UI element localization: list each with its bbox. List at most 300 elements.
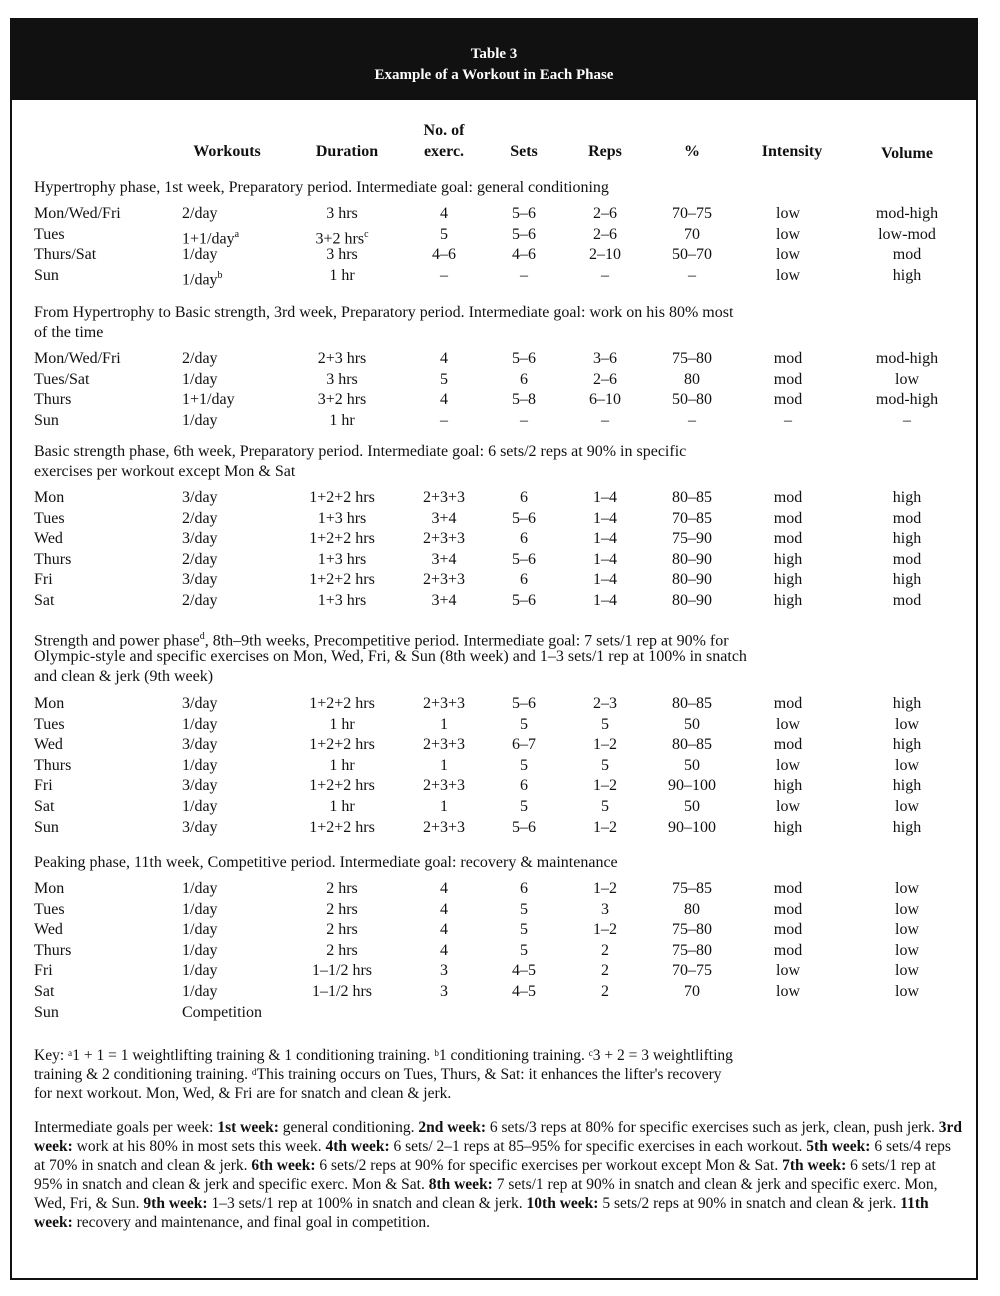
cell-volume: high [892, 736, 922, 754]
header-volume: Volume [881, 145, 933, 162]
footnote-marker: a [234, 228, 240, 240]
cell-sets: 5–6 [512, 592, 536, 609]
cell-intensity: mod [773, 941, 803, 959]
cell-workouts: 2/day [182, 550, 218, 568]
goal-week-text: 5 sets/2 reps at 90% in snatch and clean & jerk. [598, 1195, 901, 1212]
key-line: training & 2 conditioning training. ᵈThis training occurs on Tues, Thurs, & Sat: it enhances the lifter's recovery [34, 1066, 722, 1083]
cell-duration: 1+2+2 hrs [309, 571, 375, 589]
cell-workouts: 3/day [182, 695, 218, 712]
table-row [12, 734, 976, 755]
cell-day: Tues [34, 715, 65, 733]
goal-week-text: 6 sets/3 reps at 80% for specific exercises such as jerk, clean, push jerk. [485, 1119, 939, 1136]
cell-duration: 1+3 hrs [317, 550, 367, 568]
table-row [12, 817, 976, 838]
cell-duration: 3 hrs [326, 246, 358, 264]
cell-volume: mod [892, 592, 922, 609]
cell-sets: 4–5 [512, 983, 536, 1000]
cell-workouts: 2/day [182, 350, 218, 367]
cell-percent: 80–90 [672, 571, 712, 589]
cell-day: Mon [34, 489, 65, 506]
goal-week-label: 11th week: [34, 1195, 929, 1231]
goals-intro: Intermediate goals per week: [34, 1119, 218, 1136]
cell-day: Thurs [34, 941, 72, 959]
cell-volume: high [892, 777, 922, 795]
header-sets: Sets [510, 143, 538, 160]
cell-workouts: 1/day [182, 880, 218, 897]
cell-exercises: 2+3+3 [422, 571, 466, 589]
section-title: and clean & jerk (9th week) [34, 668, 214, 685]
table-row [12, 878, 976, 899]
section-title: exercises per workout except Mon & Sat [34, 463, 296, 480]
cell-exercises: 2+3+3 [422, 736, 466, 754]
cell-volume: low-mod [878, 225, 936, 243]
cell-exercises: 4 [440, 350, 448, 367]
goal-week-label: 5th week: [806, 1138, 871, 1155]
cell-percent: 90–100 [668, 818, 716, 836]
cell-intensity: low [776, 715, 800, 733]
cell-reps: 1–2 [593, 818, 617, 836]
cell-reps: 2 [601, 962, 609, 980]
cell-sets: 5–6 [512, 550, 536, 568]
cell-sets: 6 [520, 880, 528, 897]
cell-percent: 50–70 [672, 246, 712, 264]
cell-percent: 70–85 [672, 509, 712, 527]
cell-percent: 75–80 [672, 350, 712, 367]
cell-exercises: 3 [440, 983, 448, 1000]
section-title: Peaking phase, 11th week, Competitive period. Intermediate goal: recovery & maintenance [34, 854, 618, 871]
cell-reps: – [601, 411, 609, 429]
cell-workouts: 1/day [182, 921, 218, 939]
table-row [12, 265, 976, 289]
cell-workouts: Competition [182, 1003, 262, 1021]
cell-intensity: high [773, 571, 803, 589]
cell-exercises: 4 [440, 900, 448, 918]
cell-exercises: 3+4 [431, 592, 457, 609]
section-title: Olympic-style and specific exercises on Mon, Wed, Fri, & Sun (8th week) and 1–3 sets/1 rep at 100% in snatch [34, 648, 747, 665]
cell-reps: 5 [601, 756, 609, 774]
cell-sets: 5 [520, 900, 528, 918]
cell-workouts: 1/day [182, 962, 218, 980]
header-exerc: exerc. [423, 143, 465, 160]
cell-workouts: 2/day [182, 592, 218, 609]
cell-duration: 3 hrs [326, 370, 358, 388]
cell-reps: 2 [601, 941, 609, 959]
cell-reps: – [601, 266, 609, 284]
cell-volume: low [895, 941, 919, 959]
cell-day: Sat [34, 592, 55, 609]
goal-week-label: 4th week: [325, 1138, 390, 1155]
header-workouts: Workouts [193, 143, 261, 160]
cell-sets: 6 [520, 530, 528, 548]
cell-exercises: 1 [440, 715, 448, 733]
cell-duration: 3 hrs [326, 205, 358, 222]
cell-volume: mod-high [875, 391, 939, 409]
table-row [12, 224, 976, 245]
cell-duration: 1 hr [329, 798, 355, 815]
cell-day: Sun [34, 818, 59, 836]
cell-workouts: 3/day [182, 736, 218, 754]
cell-percent: 80–90 [672, 592, 712, 609]
goal-week-text: 6 sets/4 reps at 70% in snatch and clean & jerk. [34, 1138, 951, 1174]
cell-intensity: mod [773, 350, 803, 367]
cell-volume: mod [892, 550, 922, 568]
section-title: Basic strength phase, 6th week, Preparatory period. Intermediate goal: 6 sets/2 reps at 90% in specific [34, 443, 687, 460]
cell-sets: 5 [520, 756, 528, 774]
cell-workouts: 1/day [182, 798, 218, 815]
cell-percent: 90–100 [668, 777, 716, 795]
cell-duration: 1 hr [329, 411, 355, 429]
cell-day: Fri [34, 571, 53, 589]
cell-exercises: 1 [440, 756, 448, 774]
cell-sets: 5 [520, 715, 528, 733]
cell-reps: 1–4 [593, 550, 617, 568]
cell-duration: 2 hrs [326, 921, 358, 939]
cell-percent: 50 [684, 715, 700, 733]
cell-reps: 2–6 [593, 370, 617, 388]
cell-day: Thurs [34, 550, 72, 568]
cell-day: Fri [34, 777, 53, 795]
cell-reps: 1–4 [593, 509, 617, 527]
table-row [12, 369, 976, 390]
section-title: Hypertrophy phase, 1st week, Preparatory period. Intermediate goal: general conditioning [34, 179, 609, 196]
cell-exercises: 2+3+3 [422, 695, 466, 712]
cell-duration: 1+2+2 hrs [309, 777, 375, 795]
cell-volume: low [895, 880, 919, 897]
cell-day: Tues [34, 509, 65, 527]
table-row [12, 549, 976, 570]
table-row [12, 244, 976, 265]
goal-week-text: general conditioning. [278, 1119, 419, 1136]
table-row [12, 796, 976, 817]
cell-duration: 1+2+2 hrs [309, 736, 375, 754]
cell-volume: high [892, 266, 922, 284]
cell-exercises: – [440, 411, 448, 429]
cell-workouts: 1/day [182, 370, 218, 388]
header-intensity: Intensity [761, 143, 823, 160]
cell-reps: 1–2 [593, 736, 617, 754]
cell-workouts: 3/day [182, 777, 218, 795]
cell-day: Sun [34, 411, 59, 429]
table-row [12, 1002, 976, 1023]
cell-sets: – [520, 266, 528, 284]
table-row [12, 590, 976, 611]
cell-workouts: 2/day [182, 509, 218, 527]
footnote-marker: b [217, 269, 223, 281]
cell-workouts: 1/day [182, 715, 218, 733]
cell-duration: 1 hr [329, 756, 355, 774]
cell-duration: 1–1/2 hrs [312, 962, 372, 980]
cell-workouts: 1/day [182, 983, 218, 1000]
cell-reps: 2–6 [593, 225, 617, 243]
cell-sets: 4–6 [512, 246, 536, 264]
key-line: for next workout. Mon, Wed, & Fri are for snatch and clean & jerk. [34, 1085, 452, 1102]
cell-intensity: low [776, 205, 800, 222]
cell-volume: low [895, 756, 919, 774]
cell-exercises: 5 [440, 225, 448, 243]
goal-week-text: 6 sets/ 2–1 reps at 85–95% for specific exercises in each workout. [389, 1138, 807, 1155]
table-row [12, 981, 976, 1002]
cell-percent: 70 [684, 225, 700, 243]
table-row [12, 508, 976, 529]
cell-volume: low [895, 900, 919, 918]
cell-sets: 6–7 [512, 736, 536, 754]
cell-percent: 80 [684, 900, 700, 918]
goal-week-text: 7 sets/1 rep at 90% in snatch and clean & jerk and specific exerc. Mon, Wed, Fri, & Sun. [34, 1176, 938, 1212]
cell-day: Tues [34, 225, 65, 243]
cell-intensity: low [776, 756, 800, 774]
cell-day: Thurs [34, 756, 72, 774]
cell-volume: mod [892, 509, 922, 527]
table-number: Table 3 [470, 46, 518, 62]
cell-workouts: 3/day [182, 818, 218, 836]
table-row [12, 755, 976, 776]
cell-sets: 5 [520, 921, 528, 939]
table-row [12, 940, 976, 961]
cell-reps: 5 [601, 715, 609, 733]
cell-workouts: 1/day$^b$ [182, 269, 223, 289]
table-row [12, 569, 976, 590]
cell-day: Mon/Wed/Fri [34, 205, 121, 222]
cell-workouts: 2/day [182, 205, 218, 222]
cell-volume: high [892, 695, 922, 712]
cell-workouts: 1/day [182, 756, 218, 774]
goal-week-label: 2nd week: [418, 1119, 486, 1136]
table-row [12, 775, 976, 796]
cell-day: Thurs [34, 391, 72, 409]
goal-week-text: 1–3 sets/1 rep at 100% in snatch and clean & jerk. [207, 1195, 527, 1212]
goal-week-label: 7th week: [782, 1157, 847, 1174]
cell-workouts: 1/day [182, 941, 218, 959]
cell-exercises: 4 [440, 205, 448, 222]
cell-percent: 50 [684, 798, 700, 815]
goal-week-label: 9th week: [143, 1195, 208, 1212]
cell-exercises: 3+4 [431, 550, 457, 568]
cell-volume: high [892, 571, 922, 589]
cell-exercises: 1 [440, 798, 448, 815]
cell-percent: 70 [684, 983, 700, 1000]
cell-workouts: 3/day [182, 489, 218, 506]
cell-sets: 6 [520, 489, 528, 506]
cell-day: Mon/Wed/Fri [34, 350, 121, 367]
cell-percent: 80–85 [672, 695, 712, 712]
cell-intensity: low [776, 246, 800, 264]
cell-day: Wed [34, 736, 63, 754]
cell-duration: 1+2+2 hrs [309, 695, 375, 712]
cell-exercises: 4–6 [432, 246, 456, 264]
cell-day: Wed [34, 530, 63, 548]
cell-intensity: low [776, 983, 800, 1000]
cell-volume: low [895, 715, 919, 733]
cell-intensity: low [776, 266, 800, 284]
cell-percent: 75–85 [672, 880, 712, 897]
cell-sets: 6 [520, 571, 528, 589]
cell-volume: high [892, 818, 922, 836]
table-row [12, 919, 976, 940]
footnote-marker: c [364, 228, 369, 240]
cell-duration: 1+3 hrs [317, 592, 367, 609]
goal-week-label: 6th week: [251, 1157, 316, 1174]
goal-week-label: 1st week: [217, 1119, 279, 1136]
cell-sets: 5–6 [512, 205, 536, 222]
cell-reps: 1–4 [593, 592, 617, 609]
footnote-marker: d [199, 631, 205, 642]
cell-intensity: mod [773, 509, 803, 527]
cell-workouts: 1+1/day [182, 391, 235, 409]
cell-day: Tues/Sat [34, 370, 90, 388]
goal-week-label: 3rd week: [34, 1119, 963, 1155]
cell-duration: 1+2+2 hrs [309, 818, 375, 836]
goal-week-label: 10th week: [526, 1195, 599, 1212]
table-row [12, 410, 976, 431]
cell-duration: 2+3 hrs [317, 350, 367, 367]
cell-workouts: 3/day [182, 571, 218, 589]
cell-duration: 3+2 hrs [317, 391, 367, 409]
cell-workouts: 1/day [182, 411, 218, 429]
table-row [12, 389, 976, 410]
cell-intensity: mod [773, 489, 803, 506]
header-reps: Reps [588, 143, 622, 160]
intermediate-goals-note [34, 1118, 964, 1232]
cell-volume: low [895, 921, 919, 939]
cell-reps: 1–2 [593, 880, 617, 897]
cell-percent: 80–90 [672, 550, 712, 568]
cell-intensity: mod [773, 370, 803, 388]
cell-sets: 5–6 [512, 695, 536, 712]
table-row [12, 487, 976, 508]
cell-intensity: mod [773, 880, 803, 897]
cell-exercises: 3 [440, 962, 448, 980]
section-title: From Hypertrophy to Basic strength, 3rd week, Preparatory period. Intermediate goal: work on his 80% most [34, 304, 734, 321]
goal-week-text: 6 sets/1 rep at 95% in snatch and clean & jerk and specific exerc. Mon & Sat. [34, 1157, 936, 1193]
cell-reps: 2–3 [593, 695, 617, 712]
footnote-key [34, 1046, 964, 1103]
cell-reps: 1–2 [593, 921, 617, 939]
cell-duration: 1+2+2 hrs [309, 530, 375, 548]
section-title: of the time [34, 324, 104, 341]
cell-volume: low [895, 983, 919, 1000]
cell-sets: 5 [520, 941, 528, 959]
cell-intensity: mod [773, 736, 803, 754]
cell-intensity: low [776, 962, 800, 980]
cell-intensity: – [784, 411, 792, 429]
header-no-of: No. of [423, 122, 465, 139]
cell-reps: 3 [601, 900, 609, 918]
cell-duration: 2 hrs [326, 880, 358, 897]
cell-intensity: mod [773, 695, 803, 712]
cell-reps: 2–6 [593, 205, 617, 222]
cell-day: Sat [34, 798, 55, 815]
cell-intensity: low [776, 225, 800, 243]
cell-day: Sun [34, 266, 59, 284]
cell-sets: 4–5 [512, 962, 536, 980]
cell-intensity: high [773, 550, 803, 568]
goal-week-label: 8th week: [428, 1176, 493, 1193]
cell-intensity: mod [773, 530, 803, 548]
cell-percent: – [688, 411, 696, 429]
cell-reps: 1–4 [593, 571, 617, 589]
cell-workouts: 1+1/day$^a$ [182, 228, 240, 247]
table-row [12, 693, 976, 714]
cell-sets: 5–8 [512, 391, 536, 409]
table-row [12, 203, 976, 224]
cell-percent: 75–90 [672, 530, 712, 548]
cell-sets: 5 [520, 798, 528, 815]
cell-duration: 1 hr [329, 266, 355, 284]
cell-reps: 5 [601, 798, 609, 815]
header-percent: % [684, 143, 700, 160]
cell-reps: 2 [601, 983, 609, 1000]
cell-exercises: – [440, 266, 448, 284]
table-row [12, 348, 976, 369]
table-caption: Example of a Workout in Each Phase [374, 67, 614, 83]
cell-percent: 75–80 [672, 921, 712, 939]
section-title: Strength and power phase$^d$, 8th–9th weeks, Precompetitive period. Intermediate goal: 7 sets/1 rep at 90% for [34, 631, 729, 650]
cell-exercises: 4 [440, 941, 448, 959]
cell-intensity: low [776, 798, 800, 815]
cell-sets: 5–6 [512, 818, 536, 836]
cell-reps: 6–10 [589, 391, 621, 409]
table-row [12, 528, 976, 549]
cell-volume: – [903, 411, 911, 429]
cell-intensity: mod [773, 900, 803, 918]
cell-exercises: 5 [440, 370, 448, 388]
cell-percent: – [688, 266, 696, 284]
cell-intensity: mod [773, 921, 803, 939]
cell-duration: 1–1/2 hrs [312, 983, 372, 1000]
cell-day: Mon [34, 695, 65, 712]
goal-week-text: 6 sets/2 reps at 90% for specific exercises per workout except Mon & Sat. [315, 1157, 783, 1174]
cell-exercises: 2+3+3 [422, 489, 466, 506]
cell-exercises: 2+3+3 [422, 777, 466, 795]
cell-sets: 5–6 [512, 509, 536, 527]
cell-percent: 50–80 [672, 391, 712, 409]
cell-volume: high [892, 530, 922, 548]
table-frame [10, 18, 978, 1280]
table-row [12, 714, 976, 735]
cell-volume: mod [892, 246, 922, 264]
cell-percent: 70–75 [672, 962, 712, 980]
cell-exercises: 2+3+3 [422, 818, 466, 836]
cell-intensity: mod [773, 391, 803, 409]
cell-duration: 1+2+2 hrs [309, 489, 375, 506]
cell-day: Fri [34, 962, 53, 980]
cell-volume: low [895, 370, 919, 388]
cell-percent: 50 [684, 756, 700, 774]
cell-percent: 80 [684, 370, 700, 388]
cell-intensity: high [773, 818, 803, 836]
cell-day: Thurs/Sat [34, 246, 97, 264]
cell-duration: 2 hrs [326, 900, 358, 918]
cell-volume: mod-high [875, 205, 939, 222]
table-row [12, 899, 976, 920]
cell-percent: 80–85 [672, 736, 712, 754]
cell-sets: 6 [520, 370, 528, 388]
cell-reps: 2–10 [589, 246, 621, 264]
cell-workouts: 3/day [182, 530, 218, 548]
cell-day: Wed [34, 921, 63, 939]
cell-day: Tues [34, 900, 65, 918]
cell-reps: 1–2 [593, 777, 617, 795]
cell-duration: 2 hrs [326, 941, 358, 959]
cell-reps: 1–4 [593, 530, 617, 548]
cell-day: Sun [34, 1003, 59, 1021]
goal-week-text: recovery and maintenance, and final goal in competition. [72, 1214, 430, 1231]
cell-intensity: high [773, 777, 803, 795]
cell-intensity: high [773, 592, 803, 609]
cell-volume: low [895, 798, 919, 815]
cell-day: Sat [34, 983, 55, 1000]
cell-duration: 1+3 hrs [317, 509, 367, 527]
